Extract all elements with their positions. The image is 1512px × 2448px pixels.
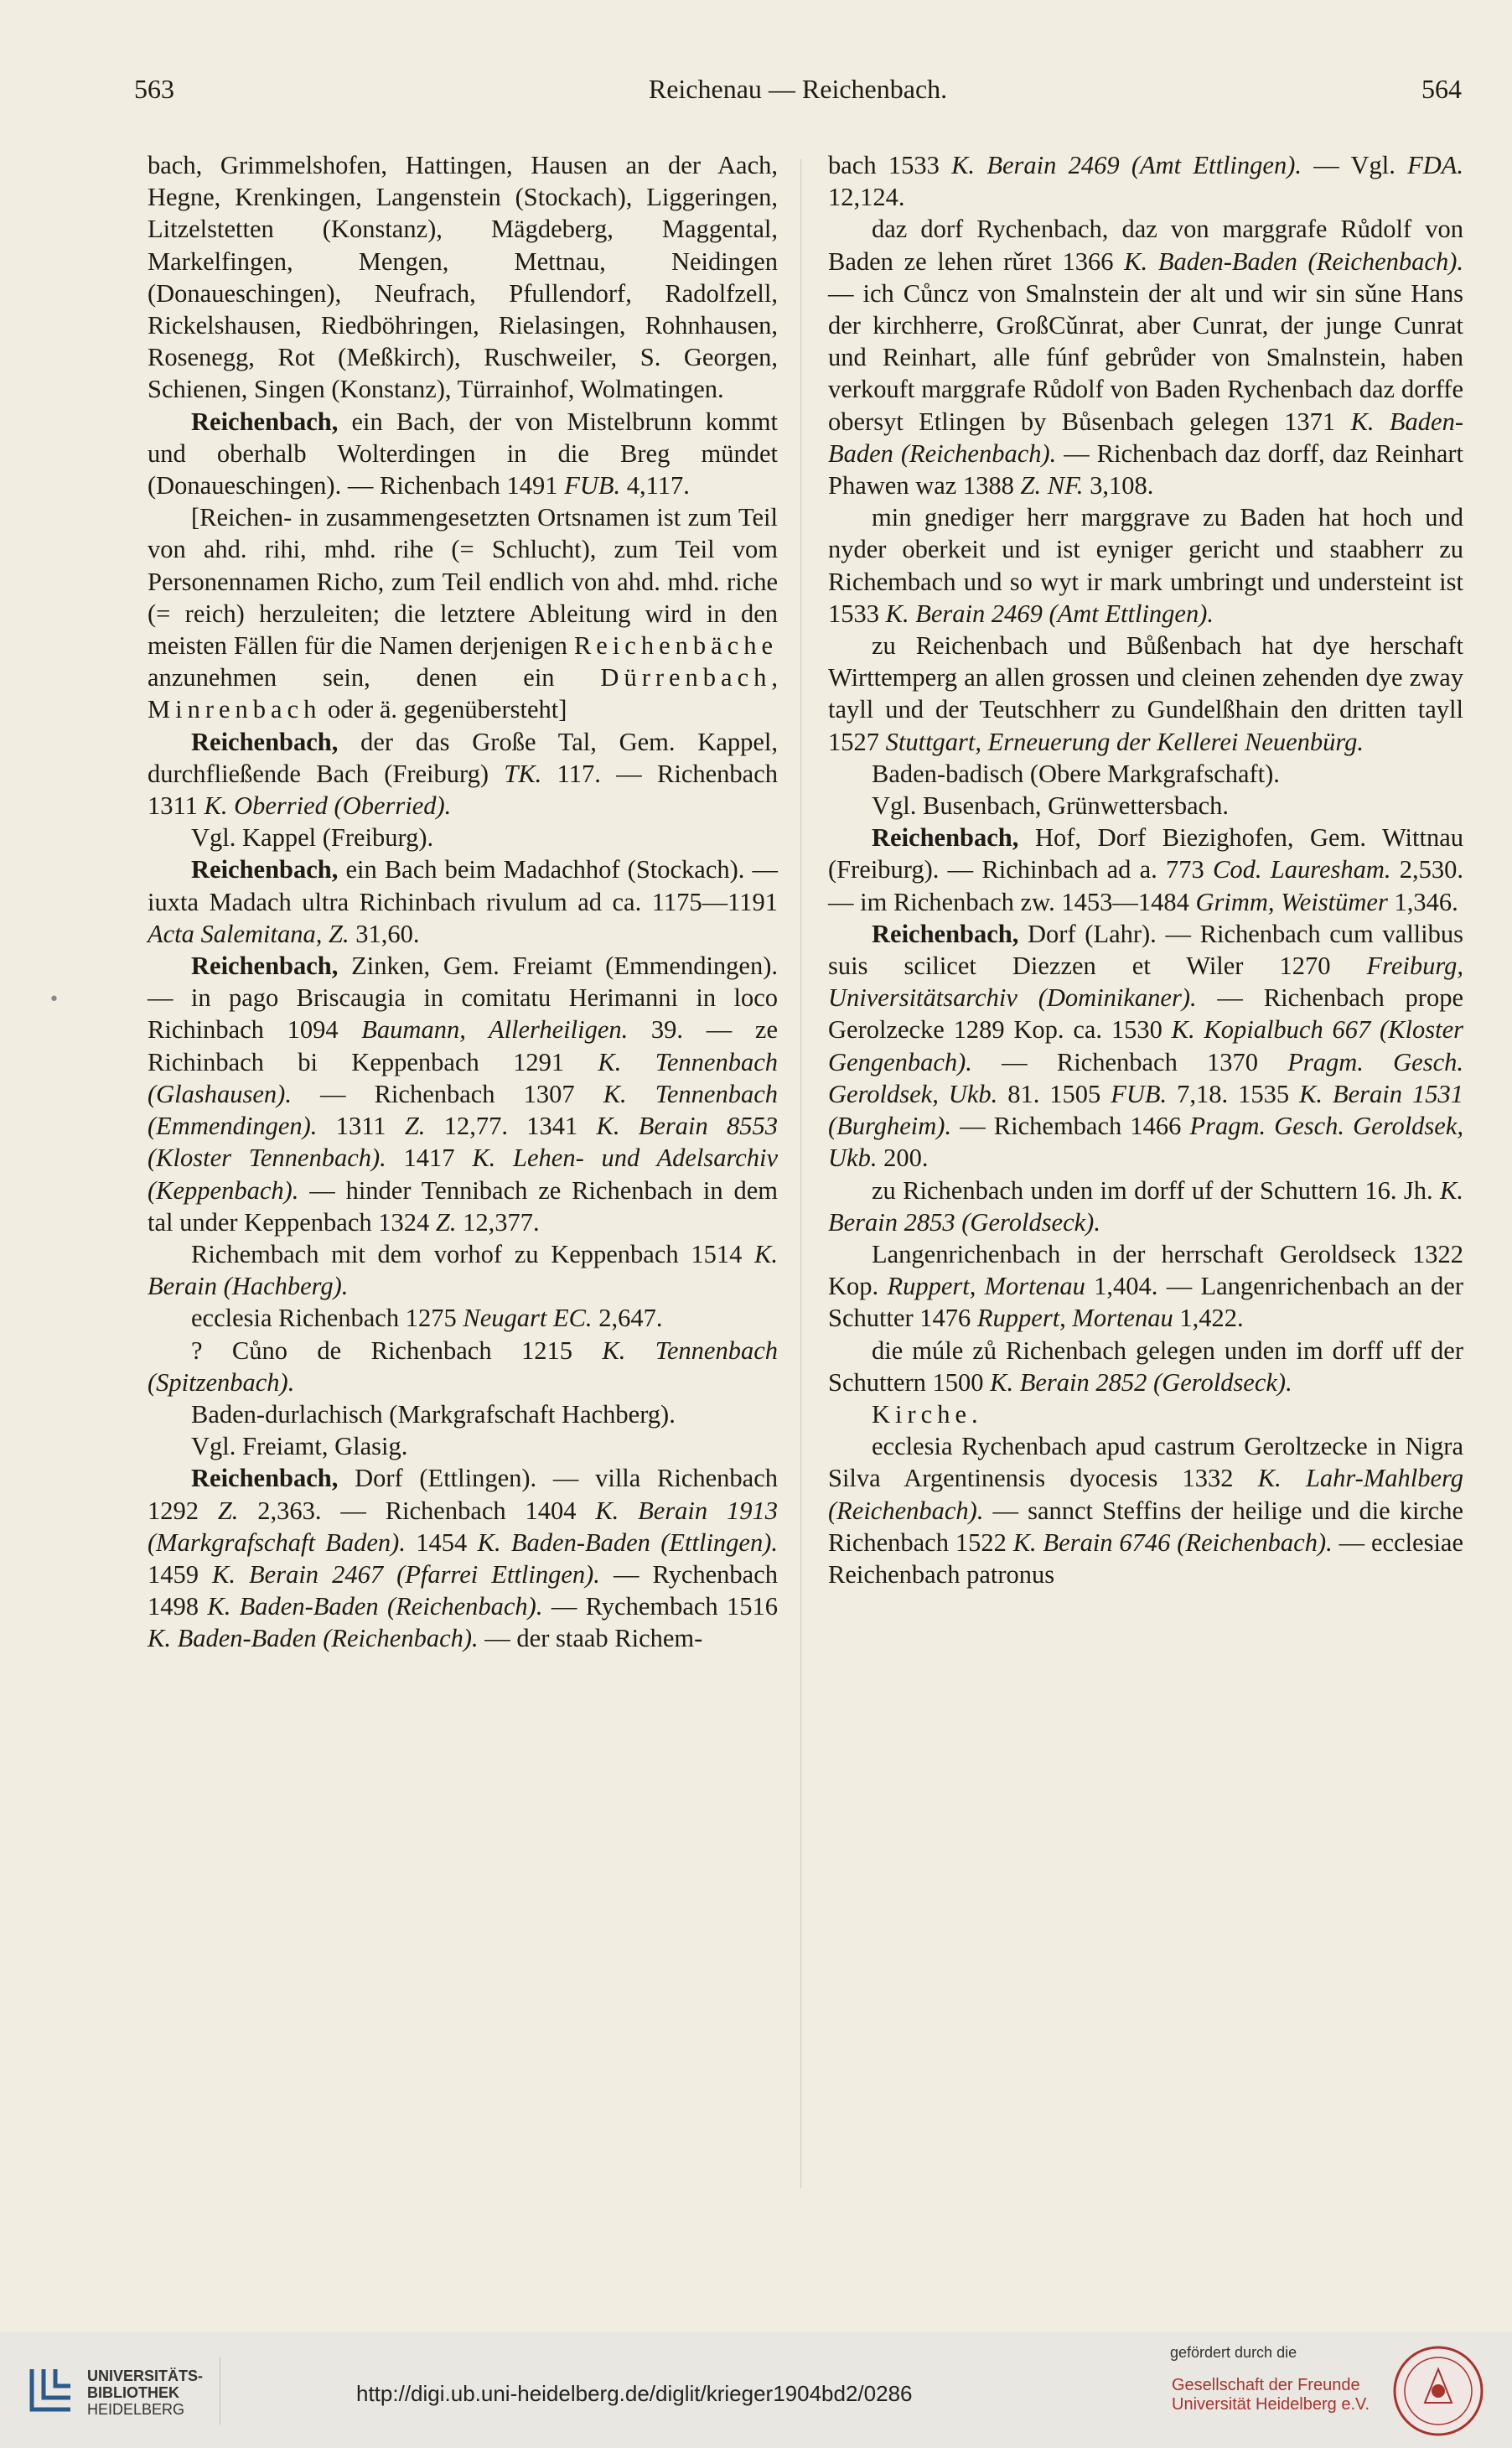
right_column-paragraph: Reichenbach, Hof, Dorf Biezighofen, Gem. Wittnau (Freiburg). — Richinbach ad a. 773 Cod. Lauresham. 2,530. — im Richenbach zw. 1453—1484 Grimm, Weistümer 1,346. xyxy=(828,823,1464,916)
right_column-paragraph: daz dorf Rychenbach, daz von marggrafe Růdolf von Baden ze lehen rǔret 1366 K. Baden-Baden (Reichenbach). — ich Cůncz von Smalnstein der alt und wir sin sǔne Hans der kirchherre, GroßCǔnrat, aber Cunrat, der junge Cunrat und Reinhart, alle fúnf gebrůder von Smalnstein, haben verkouft marggrafe Růdolf von Baden Rychenbach daz dorffe obersyt Etlingen by Bůsenbach gelegen 1371 K. Baden-Baden (Reichenbach). — Richenbach daz dorff, daz Reinhart Phawen waz 1388 Z. NF. 3,108. xyxy=(828,215,1464,500)
left_column-paragraph: Reichenbach, ein Bach beim Madachhof (Stockach). — iuxta Madach ultra Richinbach rivulum ad ca. 1175—1191 Acta Salemitana, Z. 31,60. xyxy=(148,855,778,948)
permalink-url[interactable]: http://digi.ub.uni-heidelberg.de/diglit/krieger1904bd2/0286 xyxy=(356,2381,913,2406)
right_column-paragraph: Vgl. Busenbach, Grünwettersbach. xyxy=(872,791,1230,821)
left_column-paragraph: Reichenbach, der das Große Tal, Gem. Kappel, durchfließende Bach (Freiburg) TK. 117. — Richenbach 1311 K. Oberried (Oberried). xyxy=(148,727,778,821)
left_column-paragraph: Reichenbach, Zinken, Gem. Freiamt (Emmendingen). — in pago Briscaugia in comitatu Herimanni in loco Richinbach 1094 Baumann, Allerheiligen. 39. — ze Richinbach bi Keppenbach 1291 K. Tennenbach (Glashausen). — Richenbach 1307 K. Tennenbach (Emmendingen). 1311 Z. 12,77. 1341 K. Berain 8553 (Kloster Tennenbach). 1417 K. Lehen- und Adelsarchiv (Keppenbach). — hinder Tennibach ze Richenbach in dem tal under Keppenbach 1324 Z. 12,377. xyxy=(148,952,778,1237)
page-number-left: 563 xyxy=(134,74,174,104)
right-column xyxy=(828,149,1463,1590)
viewer-footer xyxy=(0,2332,1512,2448)
right_column-paragraph: bach 1533 K. Berain 2469 (Amt Ettlingen). — Vgl. FDA. 12,124. xyxy=(828,151,1463,212)
running-title: Reichenau — Reichenbach. xyxy=(648,74,948,104)
right_column-paragraph: Kirche. xyxy=(872,1399,983,1429)
left_column-paragraph: Reichenbach, ein Bach, der von Mistelbrunn kommt und oberhalb Wolterdingen in die Breg mündet (Donaueschingen). — Richenbach 1491 FUB. 4,117. xyxy=(148,407,778,500)
page-header xyxy=(134,74,1462,116)
library-line-1: UNIVERSITÄTS- xyxy=(87,2368,204,2384)
library-line-2: BIBLIOTHEK xyxy=(87,2384,179,2401)
university-seal-icon xyxy=(1391,2344,1485,2438)
left_column-paragraph: bach, Grimmelshofen, Hattingen, Hausen an der Aach, Hegne, Krenkingen, Langenstein (Stockach), Liggeringen, Litzelstetten (Konstanz), Mägdeberg, Maggental, Markelfingen, Mengen, Mettnau, Neidingen (Donaueschingen), Neufrach, Pfullendorf, Radolfzell, Rickelshausen, Riedböhringen, Rielasingen, Rohnhausen, Rosenegg, Rot (Meßkirch), Ruschweiler, S. Georgen, Schienen, Singen (Konstanz), Türrainhof, Wolmatingen. xyxy=(148,151,778,404)
left_column-paragraph: Reichenbach, Dorf (Ettlingen). — villa Richenbach 1292 Z. 2,363. — Richenbach 1404 K. Berain 1913 (Markgrafschaft Baden). 1454 K. Baden-Baden (Ettlingen). 1459 K. Berain 2467 (Pfarrei Ettlingen). — Rychenbach 1498 K. Baden-Baden (Reichenbach). — Rychembach 1516 K. Baden-Baden (Reichenbach). — der staab Richem- xyxy=(148,1464,779,1653)
right_column-paragraph: ecclesia Rychenbach apud castrum Geroltzecke in Nigra Silva Argentinensis dyocesis 1332 K. Lahr-Mahlberg (Reichenbach). — sannct Steffins der heilige und die kirche Richenbach 1522 K. Berain 6746 (Reichenbach). — ecclesiae Reichenbach patronus xyxy=(828,1432,1464,1589)
right_column-paragraph: min gnediger herr marggrave zu Baden hat hoch und nyder oberkeit und ist eyniger gericht und staabherr zu Richembach und so wyt ir mark umbringt und understeint ist 1533 K. Berain 2469 (Amt Ettlingen). xyxy=(828,503,1463,628)
left-column xyxy=(148,149,778,1655)
left_column-paragraph: Vgl. Kappel (Freiburg). xyxy=(191,823,434,853)
left_column-paragraph: ? Cůno de Richenbach 1215 K. Tennenbach (Spitzenbach). xyxy=(148,1336,778,1397)
right_column-paragraph: zu Reichenbach und Bůßenbach hat dye herschaft Wirttemperg an allen grossen und cleinen zehenden dye zway tayll und der Teutschherr zu Gundelßhain den dritten tayll 1527 Stuttgart, Erneuerung der Kellerei Neuenbürg. xyxy=(828,631,1463,756)
university-library-name xyxy=(87,2368,203,2418)
funded-by-label: gefördert durch die xyxy=(1170,2344,1297,2361)
left_column-paragraph: [Reichen- in zusammengesetzten Ortsnamen ist zum Teil von ahd. rihi, mhd. rihe (= Schlucht), zum Teil vom Personennamen Richo, zum Teil endlich von ahd. mhd. riche (= reich) herzuleiten; die letztere Ableitung wird in den meisten Fällen für die Namen derjenigen Reichenbäche anzunehmen sein, denen ein Dürrenbach, Minrenbach oder ä. gegenübersteht] xyxy=(148,503,778,724)
left_column-paragraph: Richembach mit dem vorhof zu Keppenbach 1514 K. Berain (Hachberg). xyxy=(148,1239,778,1301)
right_column-paragraph: Baden-badisch (Obere Markgrafschaft). xyxy=(872,759,1280,788)
society-line-2: Universität Heidelberg e.V. xyxy=(1172,2395,1370,2414)
column-divider xyxy=(800,159,801,2188)
right_column-paragraph: Langenrichenbach in der herrschaft Geroldseck 1322 Kop. Ruppert, Mortenau 1,404. — Langenrichenbach an der Schutter 1476 Ruppert, Mortenau 1,422. xyxy=(828,1239,1463,1333)
margin-mark: • xyxy=(49,989,60,1010)
left_column-paragraph: Baden-durlachisch (Markgrafschaft Hachberg). xyxy=(191,1399,676,1429)
right_column-paragraph: die múle zů Richenbach gelegen unden im dorff uff der Schuttern 1500 K. Berain 2852 (Geroldseck). xyxy=(828,1336,1463,1397)
society-line-1: Gesellschaft der Freunde xyxy=(1172,2376,1360,2394)
library-line-3: HEIDELBERG xyxy=(87,2401,185,2418)
left_column-paragraph: ecclesia Richenbach 1275 Neugart EC. 2,647. xyxy=(191,1304,663,1333)
society-name xyxy=(1172,2376,1370,2414)
right_column-paragraph: zu Richenbach unden im dorff uf der Schuttern 16. Jh. K. Berain 2853 (Geroldseck). xyxy=(828,1175,1463,1237)
page-number-right: 564 xyxy=(1421,74,1462,104)
university-library-logo-icon xyxy=(15,2354,87,2426)
right_column-paragraph: Reichenbach, Dorf (Lahr). — Richenbach cum vallibus suis scilicet Diezzen et Wiler 1270 Freiburg, Universitätsarchiv (Dominikaner). — Richenbach prope Gerolzecke 1289 Kop. ca. 1530 K. Kopialbuch 667 (Kloster Gengenbach). — Richenbach 1370 Pragm. Gesch. Geroldsek, Ukb. 81. 1505 FUB. 7,18. 1535 K. Berain 1531 (Burgheim). — Richembach 1466 Pragm. Gesch. Geroldsek, Ukb. 200. xyxy=(828,919,1463,1173)
left_column-paragraph: Vgl. Freiamt, Glasig. xyxy=(191,1432,408,1461)
